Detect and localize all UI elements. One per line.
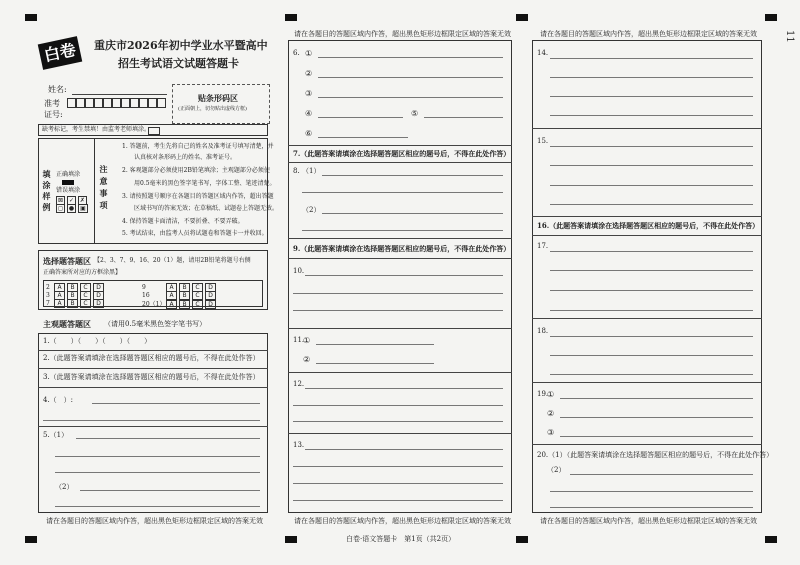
- option-d[interactable]: D: [93, 283, 104, 292]
- q12-answer-line[interactable]: [293, 421, 503, 422]
- q6-mark: ②: [305, 69, 313, 78]
- q11-mark: ②: [303, 355, 311, 364]
- divider: [38, 368, 268, 369]
- wrong-fill-samples: ⊠ ✓ ✗ ◻ ● ▣: [58, 197, 86, 212]
- option-d[interactable]: D: [93, 291, 104, 300]
- correct-fill-sample: [62, 180, 74, 185]
- q15-answer-line[interactable]: [550, 204, 753, 205]
- absent-mark-box[interactable]: [148, 127, 160, 135]
- registration-mark-top: [516, 14, 528, 21]
- question-number: 9: [142, 284, 146, 291]
- q19-answer-line[interactable]: [560, 436, 753, 437]
- divider: [288, 145, 512, 146]
- barcode-note: (正面朝上，切勿贴出虚线方框): [178, 106, 247, 112]
- divider: [288, 258, 512, 259]
- q6-answer-line[interactable]: [424, 117, 503, 118]
- q17-answer-line[interactable]: [550, 310, 753, 311]
- notice-item: 用0.5毫米的黑色签字笔书写，字体工整、笔迹清楚。: [134, 180, 276, 187]
- option-a[interactable]: A: [54, 291, 65, 300]
- q20-answer-line[interactable]: [550, 507, 753, 508]
- q5-2-label: （2）: [55, 483, 74, 491]
- q12-answer-line[interactable]: [305, 388, 503, 389]
- q5-answer-line[interactable]: [76, 438, 260, 439]
- q8-label: 8.: [293, 167, 300, 175]
- q6-mark: ⑥: [305, 129, 313, 138]
- option-c[interactable]: C: [192, 300, 203, 309]
- q7-label: 7.（此题答案请填涂在选择题答题区相应的题号后，不得在此处作答）: [293, 149, 511, 158]
- q12-label: 12.: [293, 380, 305, 388]
- option-b[interactable]: B: [67, 283, 78, 292]
- q20-1-label: 20.（1）（此题答案请填涂在选择题答题区相应的题号后，不得在此处作答）: [537, 451, 774, 459]
- q3-label: 3.（此题答案请填涂在选择题答题区相应的题号后，不得在此处作答）: [43, 373, 260, 381]
- divider: [288, 238, 512, 239]
- objective-instruction: 【2、3、7、9、16、20（1）题，请用2B铅笔将题号右侧: [94, 257, 251, 264]
- middle-answer-area: [288, 40, 512, 513]
- q19-answer-line[interactable]: [560, 417, 753, 418]
- boundary-note: 请在各题目的答题区域内作答，超出黑色矩形边框限定区域的答案无效: [294, 517, 511, 525]
- q10-label: 10.: [293, 267, 305, 275]
- boundary-note: 请在各题目的答题区域内作答，超出黑色矩形边框限定区域的答案无效: [46, 517, 263, 525]
- q20-answer-line[interactable]: [550, 491, 753, 492]
- question-number: 16: [142, 292, 150, 299]
- exam-id-label: 准考证号:: [44, 99, 63, 119]
- option-b[interactable]: B: [179, 300, 190, 309]
- option-d[interactable]: D: [93, 299, 104, 308]
- option-c[interactable]: C: [80, 291, 91, 300]
- divider: [532, 382, 762, 383]
- objective-title: 选择题答题区: [43, 256, 91, 266]
- boundary-note: 请在各题目的答题区域内作答，超出黑色矩形边框限定区域的答案无效: [540, 30, 757, 38]
- q8-2-label: （2）: [302, 206, 321, 214]
- corner-page-number: 11: [784, 30, 795, 43]
- q10-answer-line[interactable]: [293, 310, 503, 311]
- q4-label: 4.（ ）:: [43, 396, 74, 404]
- question-number: 3: [46, 292, 50, 299]
- name-field[interactable]: [72, 94, 167, 95]
- option-c[interactable]: C: [192, 283, 203, 292]
- q13-answer-line[interactable]: [293, 483, 503, 484]
- divider: [38, 387, 268, 388]
- q14-answer-line[interactable]: [550, 77, 753, 78]
- right-answer-area: [532, 40, 762, 513]
- q17-answer-line[interactable]: [550, 290, 753, 291]
- registration-mark-top-right: [765, 14, 777, 21]
- option-a[interactable]: A: [54, 299, 65, 308]
- option-a[interactable]: A: [166, 283, 177, 292]
- q13-label: 13.: [293, 441, 305, 449]
- registration-mark-bottom-right: [765, 536, 777, 543]
- q19-mark: ①: [547, 390, 555, 399]
- q17-answer-line[interactable]: [550, 251, 753, 252]
- q14-label: 14.: [537, 49, 549, 57]
- q9-label: 9.（此题答案请填涂在选择题答题区相应的题号后，不得在此处作答）: [293, 244, 511, 253]
- option-c[interactable]: C: [192, 291, 203, 300]
- objective-instruction: 正确答案所对应的方框涂黑】: [43, 269, 122, 276]
- divider: [38, 350, 268, 351]
- q6-answer-line[interactable]: [318, 137, 408, 138]
- q17-label: 17.: [537, 242, 549, 250]
- q13-answer-line[interactable]: [293, 500, 503, 501]
- q6-label: 6.: [293, 49, 300, 57]
- notice-item: 4. 保持答题卡面清洁，不要折叠、不要弄破。: [122, 218, 244, 225]
- barcode-title: 贴条形码区: [198, 93, 238, 103]
- notice-item: 5. 考试结束，由监考人员将试题卷和答题卡一并收回。: [122, 230, 268, 237]
- q6-mark: ⑤: [411, 109, 419, 118]
- q10-answer-line[interactable]: [305, 275, 503, 276]
- divider: [532, 235, 762, 236]
- q6-answer-line[interactable]: [318, 57, 503, 58]
- barcode-area[interactable]: [172, 84, 270, 124]
- option-a[interactable]: A: [54, 283, 65, 292]
- q18-answer-line[interactable]: [550, 355, 753, 356]
- notice-item: 认真核对条形码上的姓名、准考证号。: [134, 154, 237, 161]
- q18-answer-line[interactable]: [550, 336, 753, 337]
- q13-answer-line[interactable]: [293, 466, 503, 467]
- subjective-title: 主观题答题区: [43, 319, 91, 329]
- q20-answer-line[interactable]: [570, 474, 753, 475]
- notice-item: 1. 答题前，考生先将自己的姓名及准考证号填写清楚，并: [122, 143, 274, 150]
- notice-item: 2. 客观题部分必须使用2B铅笔填涂；主观题部分必须使: [122, 167, 270, 174]
- notice-item: 区域书写的答案无效；在草稿纸、试题卷上答题无效。: [134, 205, 279, 212]
- subjective-instruction: （请用0.5毫米黑色签字笔书写）: [104, 320, 207, 328]
- q8-answer-line[interactable]: [322, 213, 503, 214]
- header-title-line1: 重庆市2026年初中学业水平暨高中: [94, 39, 268, 52]
- registration-mark-top-left: [25, 14, 37, 21]
- q18-answer-line[interactable]: [550, 374, 753, 375]
- boundary-note: 请在各题目的答题区域内作答，超出黑色矩形边框限定区域的答案无效: [540, 517, 757, 525]
- option-c[interactable]: C: [80, 299, 91, 308]
- divider: [288, 328, 512, 329]
- q5-answer-line[interactable]: [55, 506, 260, 507]
- option-b[interactable]: B: [179, 291, 190, 300]
- q19-mark: ③: [547, 428, 555, 437]
- divider: [532, 444, 762, 445]
- divider: [38, 426, 268, 427]
- q13-answer-line[interactable]: [305, 449, 503, 450]
- absent-note: 缺考标记，考生禁填！由监考老师填涂。: [42, 126, 151, 133]
- q19-answer-line[interactable]: [560, 398, 753, 399]
- option-b[interactable]: B: [179, 283, 190, 292]
- notice-label: 注意事项: [99, 165, 109, 213]
- q18-label: 18.: [537, 327, 549, 335]
- q11-mark: ①: [303, 336, 311, 345]
- q20-2-label: （2）: [547, 466, 566, 474]
- q15-label: 15.: [537, 137, 549, 145]
- q6-mark: ③: [305, 89, 313, 98]
- q6-answer-line[interactable]: [318, 77, 503, 78]
- q8-1-label: （1）: [302, 167, 321, 175]
- q2-label: 2.（此题答案请填涂在选择题答题区相应的题号后，不得在此处作答）: [43, 354, 260, 362]
- q14-answer-line[interactable]: [550, 96, 753, 97]
- question-number: 7: [46, 300, 50, 307]
- q8-answer-line[interactable]: [302, 192, 503, 193]
- q6-answer-line[interactable]: [318, 97, 503, 98]
- notice-item: 3. 请按照题号顺序在各题目的答题区域内作答，超出答题: [122, 193, 274, 200]
- q15-answer-line[interactable]: [550, 165, 753, 166]
- option-b[interactable]: B: [67, 299, 78, 308]
- answer-row[interactable]: [142, 299, 218, 309]
- option-a[interactable]: A: [166, 300, 177, 309]
- registration-mark-bottom-left: [25, 536, 37, 543]
- q15-answer-line[interactable]: [550, 185, 753, 186]
- q14-answer-line[interactable]: [550, 115, 753, 116]
- q6-answer-line[interactable]: [318, 117, 403, 118]
- q8-answer-line[interactable]: [322, 175, 503, 176]
- exam-id-boxes[interactable]: [67, 98, 166, 108]
- wrong-fill-label: 错误填涂: [56, 187, 81, 194]
- q5-answer-line[interactable]: [55, 472, 260, 473]
- q11-label: 11.: [293, 336, 305, 344]
- divider: [94, 138, 95, 244]
- q4-answer-line[interactable]: [92, 403, 260, 404]
- fill-example-label: 填涂样例: [42, 170, 52, 214]
- question-number: 2: [46, 284, 50, 291]
- boundary-note: 请在各题目的答题区域内作答，超出黑色矩形边框限定区域的答案无效: [294, 30, 511, 38]
- q1-label: 1.（ ）（ ）（ ）（ ）: [43, 337, 152, 345]
- option-a[interactable]: A: [166, 291, 177, 300]
- q11-answer-line[interactable]: [316, 344, 434, 345]
- q5-answer-line[interactable]: [55, 456, 260, 457]
- q14-answer-line[interactable]: [550, 58, 753, 59]
- option-d[interactable]: D: [205, 300, 216, 309]
- q10-answer-line[interactable]: [293, 293, 503, 294]
- registration-mark-top: [285, 14, 297, 21]
- q11-answer-line[interactable]: [316, 363, 434, 364]
- option-b[interactable]: B: [67, 291, 78, 300]
- q6-mark: ①: [305, 49, 313, 58]
- divider: [288, 162, 512, 163]
- answer-row[interactable]: [46, 299, 106, 308]
- q16-label: 16.（此题答案请填涂在选择题答题区相应的题号后，不得在此处作答）: [537, 221, 760, 230]
- divider: [532, 216, 762, 217]
- registration-mark-bottom: [516, 536, 528, 543]
- q19-mark: ②: [547, 409, 555, 418]
- header-badge: 白卷: [38, 36, 83, 70]
- q4-answer-line[interactable]: [43, 420, 260, 421]
- divider: [288, 433, 512, 434]
- option-c[interactable]: C: [80, 283, 91, 292]
- q19-label: 19.: [537, 390, 549, 398]
- q5-answer-line[interactable]: [80, 490, 260, 491]
- q17-answer-line[interactable]: [550, 270, 753, 271]
- page-footer: 白卷·语文答题卡 第1页（共2页）: [346, 535, 456, 543]
- q6-mark: ④: [305, 109, 313, 118]
- option-d[interactable]: D: [205, 283, 216, 292]
- header-title-line2: 招生考试语文试题答题卡: [118, 57, 239, 70]
- divider: [288, 372, 512, 373]
- q5-1-label: 5.（1）: [43, 431, 69, 439]
- divider: [532, 128, 762, 129]
- divider: [532, 318, 762, 319]
- option-d[interactable]: D: [205, 291, 216, 300]
- q8-answer-line[interactable]: [302, 230, 503, 231]
- name-label: 姓名:: [48, 85, 67, 94]
- correct-fill-label: 正确填涂: [56, 171, 81, 178]
- q15-answer-line[interactable]: [550, 146, 753, 147]
- registration-mark-bottom: [285, 536, 297, 543]
- question-number: 20（1）: [142, 301, 166, 308]
- q12-answer-line[interactable]: [293, 405, 503, 406]
